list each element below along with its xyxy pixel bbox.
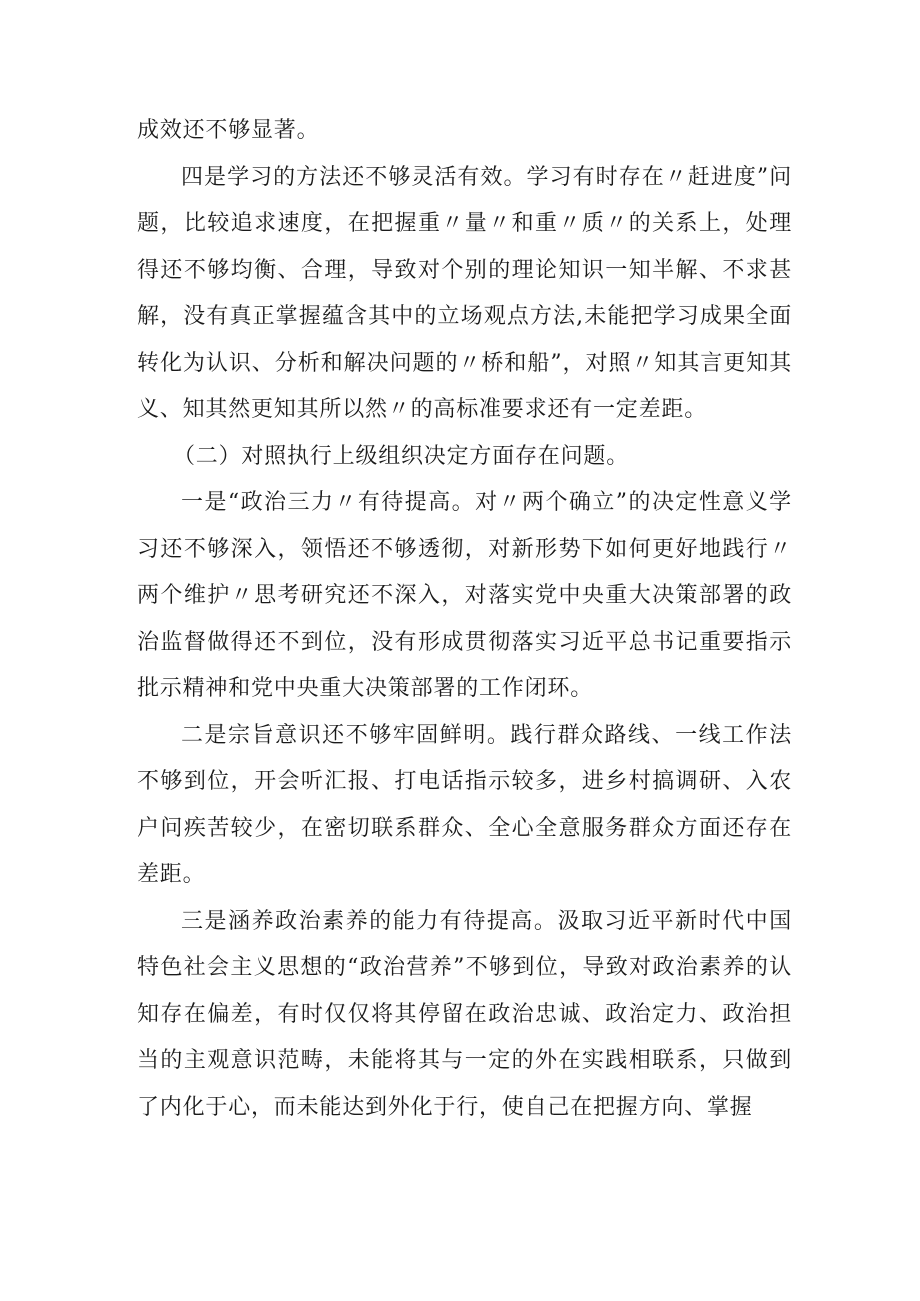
paragraph-political-literacy: 三是涵养政治素养的能力有待提高。汲取习近平新时代中国特色社会主义思想的“政治营养”不够到位，导致对政治素养的认知存在偏差，有时仅仅将其停留在政治忠诚、政治定力、政治担当的主观意识范畴，未能将其与一定的外在实践相联系，只做到了内化于心，而未能达到外化于行，使自己在把握方向、掌握 xyxy=(137,908,792,1120)
section-heading-2: （二）对照执行上级组织决定方面存在问题。 xyxy=(173,443,630,469)
paragraph-study-method: 四是学习的方法还不够灵活有效。学习有时存在〃赶进度”问题，比较追求速度，在把握重〃量〃和重〃质〃的关系上，处理得还不够均衡、合理，导致对个别的理论知识一知半解、不求甚解，没有真正掌握蕴含其中的立场观点方法,未能把学习成果全面转化为认识、分析和解决问题的〃桥和船”，对照〃知其言更知其义、知其然更知其所以然〃的高标准要求还有一定差距。 xyxy=(137,164,792,422)
document-body xyxy=(137,108,792,1131)
paragraph-political-ability: 一是“政治三力〃有待提高。对〃两个确立”的决定性意义学习还不够深入，领悟还不够透彻，对新形势下如何更好地践行〃两个维护〃思考研究还不深入，对落实党中央重大决策部署的政治监督做得还不到位，没有形成贯彻落实习近平总书记重要指示批示精神和党中央重大决策部署的工作闭环。 xyxy=(137,490,792,701)
paragraph-purpose-awareness: 二是宗旨意识还不够牢固鲜明。践行群众路线、一线工作法不够到位，开会听汇报、打电话指示较多，进乡村搞调研、入农户问疾苦较少，在密切联系群众、全心全意服务群众方面还存在差距。 xyxy=(137,722,792,887)
paragraph-continuation: 成效还不够显著。 xyxy=(137,118,320,143)
